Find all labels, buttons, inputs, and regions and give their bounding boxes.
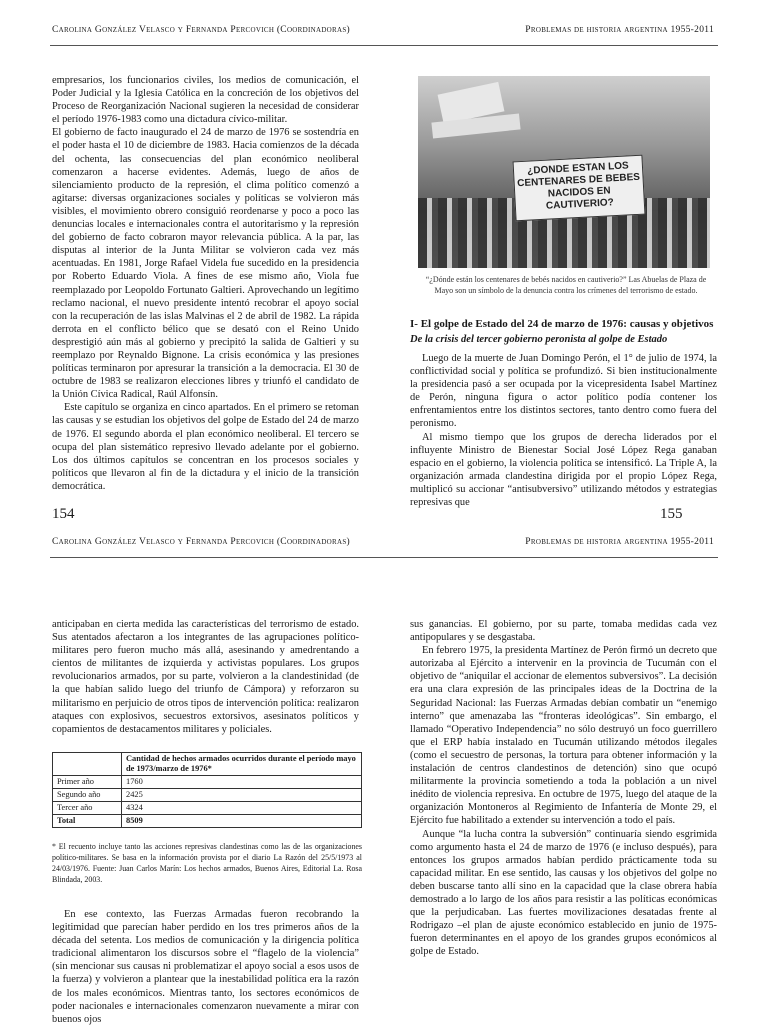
running-head-right: Problemas de historia argentina 1955-2011: [525, 537, 714, 547]
paragraph: anticipaban en cierta medida las características del terrorismo de estado. Sus atentados afectaron a los integrantes de las agrupaciones político-militares pero fueron mucho más allá, asesinando y amedrentando a cientos de militantes de izquierda y activistas populares. Los grupos revolucionarios armados, por su parte, volvieron a la clandestinidad (de la que habían salido luego del triunfo de Cámpora) y reforzaron su militarismo en perjuicio de otros tipos de intervención política: realizaron ataques con explosivos, secuestros extorsivos, asesinatos políticos y copamientos de destacamentos militares y policiales.: [52, 619, 359, 735]
table-row: [53, 776, 362, 789]
table-total-row: [53, 815, 362, 828]
paragraph: Al mismo tiempo que los grupos de derecha liderados por el influyente Ministro de Bienestar Social José López Rega ganaban espacio en el gobierno, la violencia política se intensificó. La Triple A, la organización armada clandestina dirigida por el propio López Rega, multiplicó su accionar “antisubversivo” utilizando métodos y estrategias represivas que: [410, 431, 717, 509]
protest-photo: [418, 76, 710, 268]
header-rule: [50, 557, 718, 558]
protest-banner: ¿DONDE ESTAN LOS CENTENARES DE BEBES NACIDOS EN CAUTIVERIO?: [513, 155, 646, 222]
table-footnote: * El recuento incluye tanto las acciones represivas clandestinas como las de las organizaciones político-militares. Se basa en la información provista por el diario La Razón del 25/5/1973 al 24/03/1976. Fuente: Juan Carlos Marín: Los hechos armados, Buenos Aires, Editorial La. Rosa Blindada, 2003.: [52, 842, 362, 884]
paragraph: sus ganancias. El gobierno, por su parte, tomaba medidas cada vez antipopulares y se desgastaba.: [410, 619, 717, 644]
armed-events-table: [52, 752, 362, 828]
running-head-left: Carolina González Velasco y Fernanda Percovich (Coordinadoras): [52, 537, 351, 547]
running-head-right: Problemas de historia argentina 1955-2011: [525, 25, 714, 35]
table-cell-label: Total: [53, 815, 122, 828]
page-number-right: 155: [660, 506, 683, 522]
left-column-text: [52, 74, 359, 493]
header-rule: [50, 45, 718, 46]
table-cell-label: Tercer año: [53, 802, 122, 815]
right-column-text: [410, 352, 717, 509]
paragraph: En ese contexto, las Fuerzas Armadas fueron recobrando la legitimidad que parecían haber perdido en los tres primeros años de la década del setenta. Los medios de comunicación y la dirigencia política tradicional alimentaron los discursos sobre el “flagelo de la violencia” (sin mencionar sus causas ni problematizar el apoyo social a esos usos de la fuerza) y volvieron a plantear que la inestabilidad política era la razón de los males económicos. Mientras tanto, los sectores económicos de poder nacionales e internacionales comenzaron nuevamente a mirar con buenos ojos: [52, 909, 359, 1025]
paragraph: En febrero 1975, la presidenta Martínez de Perón firmó un decreto que autorizaba al Ejército a intervenir en la provincia de Tucumán con el objetivo de “aniquilar el accionar de elementos subversivos”. La decisión era una clara expresión de las principales ideas de la Doctrina de la Seguridad Nacional: las Fuerzas Armadas debían combatir un “enemigo interno” que amenazaba las “fronteras ideológicas”. Sin embargo, el llamado “Operativo Independencia” no sólo destruyó un foco guerrillero que el ERP había instalado en Tucumán utilizando métodos ilegales (como el secuestro de personas, la tortura para obtener información y la instalación de centros clandestinos de detención) sino que ocupó militarmente la provincia sometiendo a toda la población a un nivel inédito de violencia represiva. En octubre de 1975, luego del ataque de la organización Montoneros al Regimiento de Infantería de Monte 29, el Ejército fue habilitado a extender su intervención a todo el país.: [410, 645, 717, 827]
page-number-left: 154: [52, 506, 75, 522]
table-cell-label: Segundo año: [53, 789, 122, 802]
paragraph: Este capítulo se organiza en cinco apartados. En el primero se retoman las causas y se estudian los objetivos del golpe de Estado del 24 de marzo de 1976. El segundo aborda el plan económico neoliberal. El tercero se ocupa del plan sistemático represivo llevado adelante por el gobierno. Los dos últimos capítulos se concentran en los procesos sociales y políticos que llevaron al fin de la dictadura y el inicio de la transición democrática.: [52, 402, 359, 492]
paragraph: El gobierno de facto inaugurado el 24 de marzo de 1976 se sostendría en el poder hasta el 10 de diciembre de 1983. Hacia comienzos de la década del ochenta, las consecuencias del plan económico neoliberal comenzaron a hacerse evidentes. Además, luego de años de silenciamiento producto de la represión, el clima político comenzó a agitarse: diversas organizaciones sociales y políticas se volvieron más visibles, el movimiento obrero consiguió reordenarse y poco a poco las denuncias locales e internacionales contra el autoritarismo y la represión del gobierno de facto cobraron mayor relevancia pública. A la par, las disputas al interior de la Junta Militar se volvieron cada vez más acentuadas. En 1981, Jorge Rafael Videla fue sucedido en la presidencia por Roberto Eduardo Viola. A fines de ese mismo año, Viola fue reemplazado por Leopoldo Fortunato Galtieri. Aprovechando un legítimo reclamo nacional, el nuevo presidente intentó recobrar el apoyo social con la recuperación de las islas Malvinas el 2 de abril de 1982. La rápida derrota en el conflicto bélico que se desató con el Reino Unido desprestigió aún más al gobierno y precipitó la salida de Galtieri y su reemplazo por Reynaldo Bignone. La crisis económica y las presiones políticas terminaron por apresurar la transición a la democracia. El 30 de octubre de 1983 se realizaron elecciones libres y triunfó el candidato de la Unión Cívica Radical, Raúl Alfonsín.: [52, 127, 359, 401]
table-cell-value: 2425: [122, 789, 362, 802]
table-row: [53, 789, 362, 802]
table-cell-value: 1760: [122, 776, 362, 789]
table-header: Cantidad de hechos armados ocurridos durante el período mayo de 1973/marzo de 1976*: [122, 753, 362, 776]
left-column-text: [52, 618, 359, 736]
running-head-left: Carolina González Velasco y Fernanda Percovich (Coordinadoras): [52, 25, 351, 35]
photo-caption: “¿Dónde están los centenares de bebés nacidos en cautiverio?” Las Abuelas de Plaza de Mayo son un símbolo de la denuncia contra los crímenes del terrorismo de estado.: [425, 275, 707, 295]
section-title: I- El golpe de Estado del 24 de marzo de 1976: causas y objetivos: [410, 318, 714, 330]
table-header-row: [53, 753, 362, 776]
section-subtitle: De la crisis del tercer gobierno peronista al golpe de Estado: [410, 334, 668, 345]
paragraph: Aunque “la lucha contra la subversión” continuaría siendo esgrimida como argumento hasta el 24 de marzo de 1976 (e incluso después), para entonces los grupos armados habían perdido prácticamente toda su capacidad militar. En ese sentido, las causas y los objetivos del golpe no deben buscarse tanto allí sino en la capacidad que la clase obrera había demostrado a lo largo de los años para resistir a las políticas económicas que la perjudicaban. Las fuertes movilizaciones desatadas frente al Rodrigazo –el plan de ajuste económico establecido en junio de 1975- fueron determinantes en el apoyo de los grandes grupos económicos al golpe de Estado.: [410, 828, 717, 958]
table-cell-value: 8509: [122, 815, 362, 828]
table-cell-value: 4324: [122, 802, 362, 815]
paragraph: empresarios, los funcionarios civiles, los medios de comunicación, el Poder Judicial y la Iglesia Católica en la concreción de los objetivos del Proceso de Reorganización Nacional sugieren la necesidad de considerar el período 1976-1983 como una dictadura cívico-militar.: [52, 75, 359, 126]
table-cell-label: Primer año: [53, 776, 122, 789]
table-row: [53, 802, 362, 815]
right-column-text: [410, 618, 717, 958]
left-column-text: [52, 908, 359, 1026]
paragraph: Luego de la muerte de Juan Domingo Perón, el 1° de julio de 1974, la conflictividad social y política se profundizó. Si bien institucionalmente la presidencia pasó a ser ocupada por la vicepresidenta Isabel Martínez de Perón, ninguna figura o actor político podía contener los enfrentamientos entre los distintos sectores, tanto dentro como fuera del peronismo.: [410, 353, 717, 430]
